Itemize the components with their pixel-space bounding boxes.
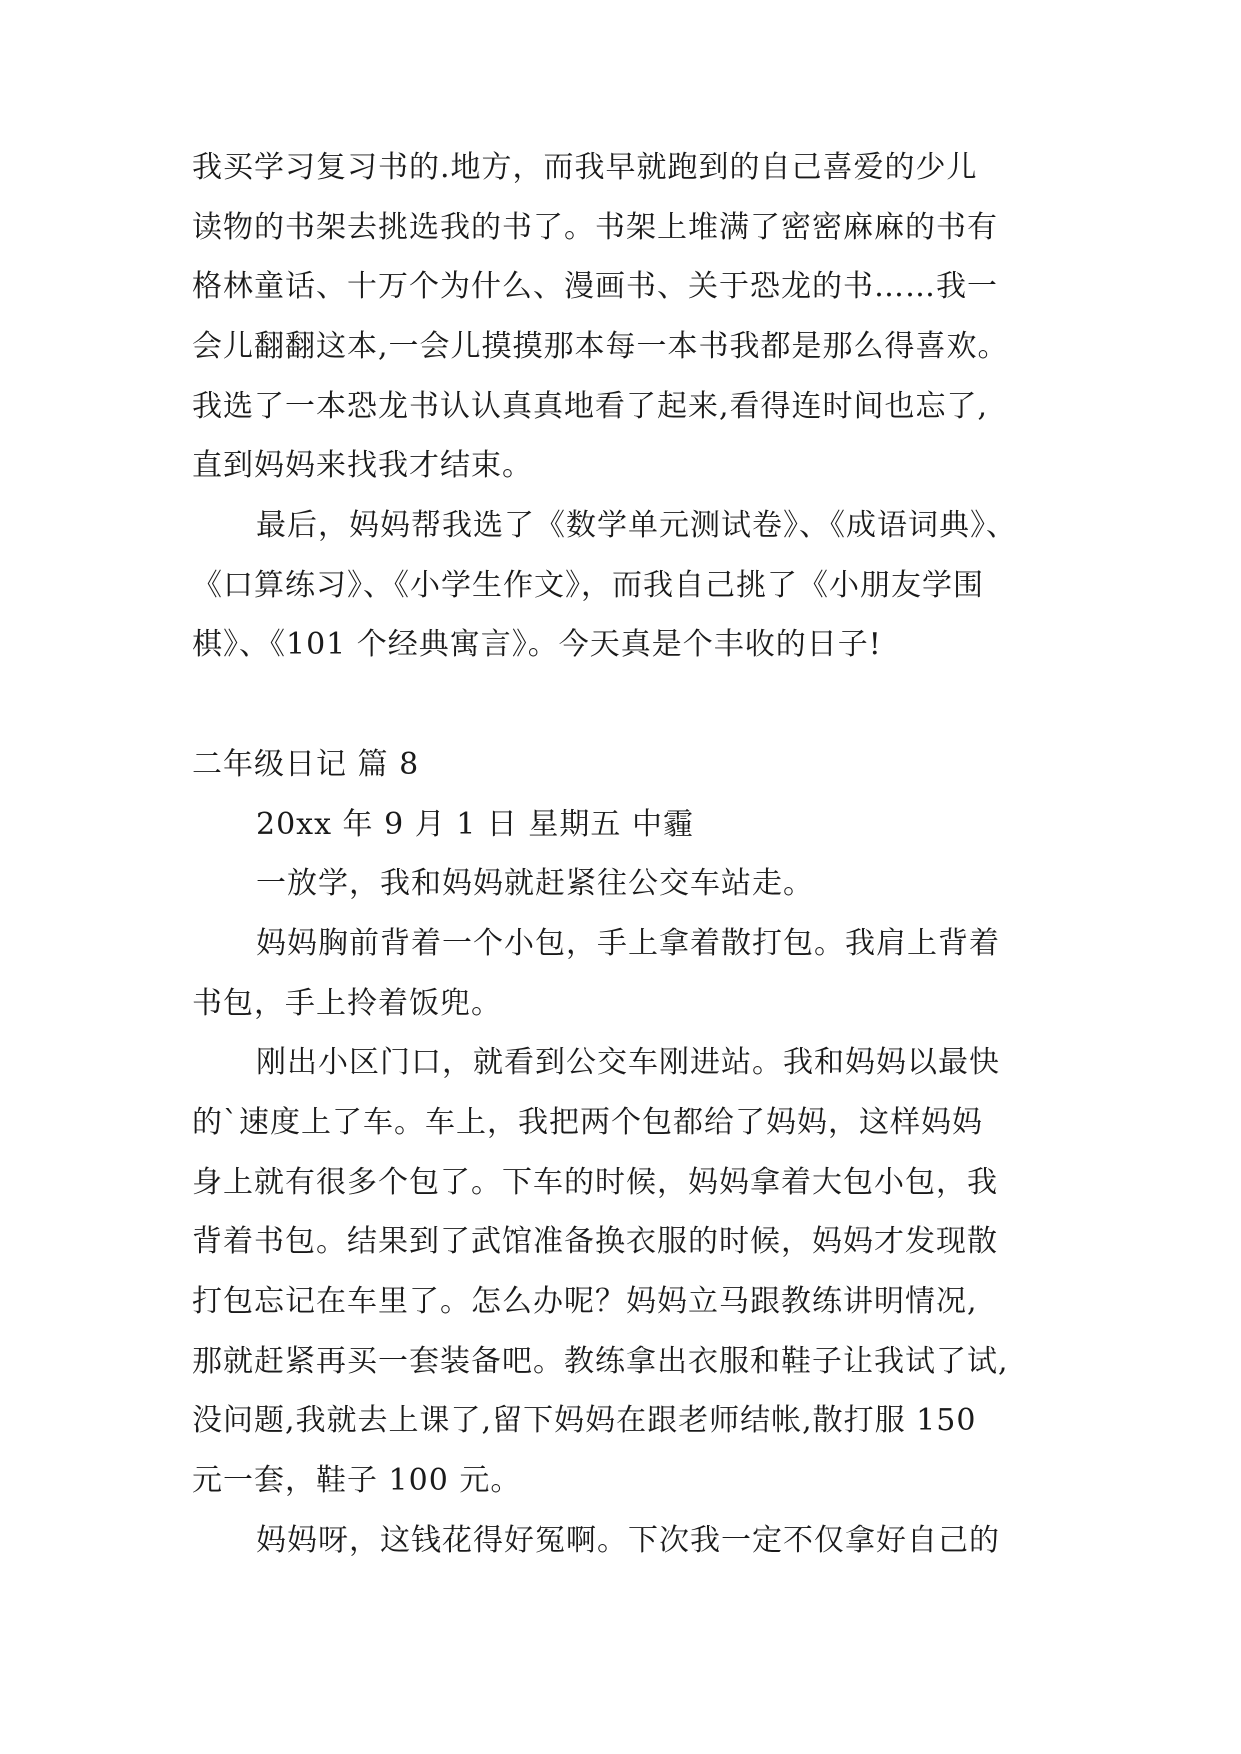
- paragraph-5-line-2: 的`速度上了车。车上，我把两个包都给了妈妈，这样妈妈: [192, 1105, 983, 1140]
- paragraph-5-line-8: 元一套，鞋子 100 元。: [192, 1463, 522, 1498]
- paragraph-1-line-6: 直到妈妈来找我才结束。: [192, 448, 533, 483]
- paragraph-1-line-5: 我选了一本恐龙书认认真真地看了起来,看得连时间也忘了,: [192, 389, 989, 424]
- paragraph-1-line-1: 我买学习复习书的.地方，而我早就跑到的自己喜爱的少儿: [192, 150, 978, 185]
- paragraph-5-line-3: 身上就有很多个包了。下车的时候，妈妈拿着大包小包，我: [192, 1165, 998, 1200]
- section-heading: 二年级日记 篇 8: [192, 747, 420, 782]
- paragraph-5-line-4: 背着书包。结果到了武馆准备换衣服的时候，妈妈才发现散: [192, 1224, 998, 1259]
- paragraph-2-line-3: 棋》、《101 个经典寓言》。今天真是个丰收的日子!: [192, 627, 882, 662]
- paragraph-2-line-2: 《口算练习》、《小学生作文》，而我自己挑了《小朋友学围: [192, 568, 984, 603]
- paragraph-6-line-1: 妈妈呀，这钱花得好冤啊。下次我一定不仅拿好自己的: [256, 1523, 1000, 1558]
- paragraph-1-line-2: 读物的书架去挑选我的书了。书架上堆满了密密麻麻的书有: [192, 210, 998, 245]
- paragraph-2-line-1: 最后，妈妈帮我选了《数学单元测试卷》、《成语词典》、: [256, 508, 1017, 543]
- paragraph-1-line-3: 格林童话、十万个为什么、漫画书、关于恐龙的书……我一: [192, 269, 998, 304]
- paragraph-5-line-6: 那就赶紧再买一套装备吧。教练拿出衣服和鞋子让我试了试,: [192, 1344, 1009, 1379]
- paragraph-3-line-1: 一放学，我和妈妈就赶紧往公交车站走。: [256, 866, 814, 901]
- paragraph-4-line-1: 妈妈胸前背着一个小包，手上拿着散打包。我肩上背着: [256, 926, 1000, 961]
- date-line: 20xx 年 9 月 1 日 星期五 中霾: [256, 807, 694, 842]
- paragraph-4-line-2: 书包，手上拎着饭兜。: [192, 986, 502, 1021]
- paragraph-5-line-1: 刚出小区门口，就看到公交车刚进站。我和妈妈以最快: [256, 1045, 1000, 1080]
- paragraph-5-line-5: 打包忘记在车里了。怎么办呢？妈妈立马跟教练讲明情况,: [192, 1284, 978, 1319]
- paragraph-1-line-4: 会儿翻翻这本,一会儿摸摸那本每一本书我都是那么得喜欢。: [192, 329, 1009, 364]
- paragraph-5-line-7: 没问题,我就去上课了,留下妈妈在跟老师结帐,散打服 150: [192, 1403, 977, 1438]
